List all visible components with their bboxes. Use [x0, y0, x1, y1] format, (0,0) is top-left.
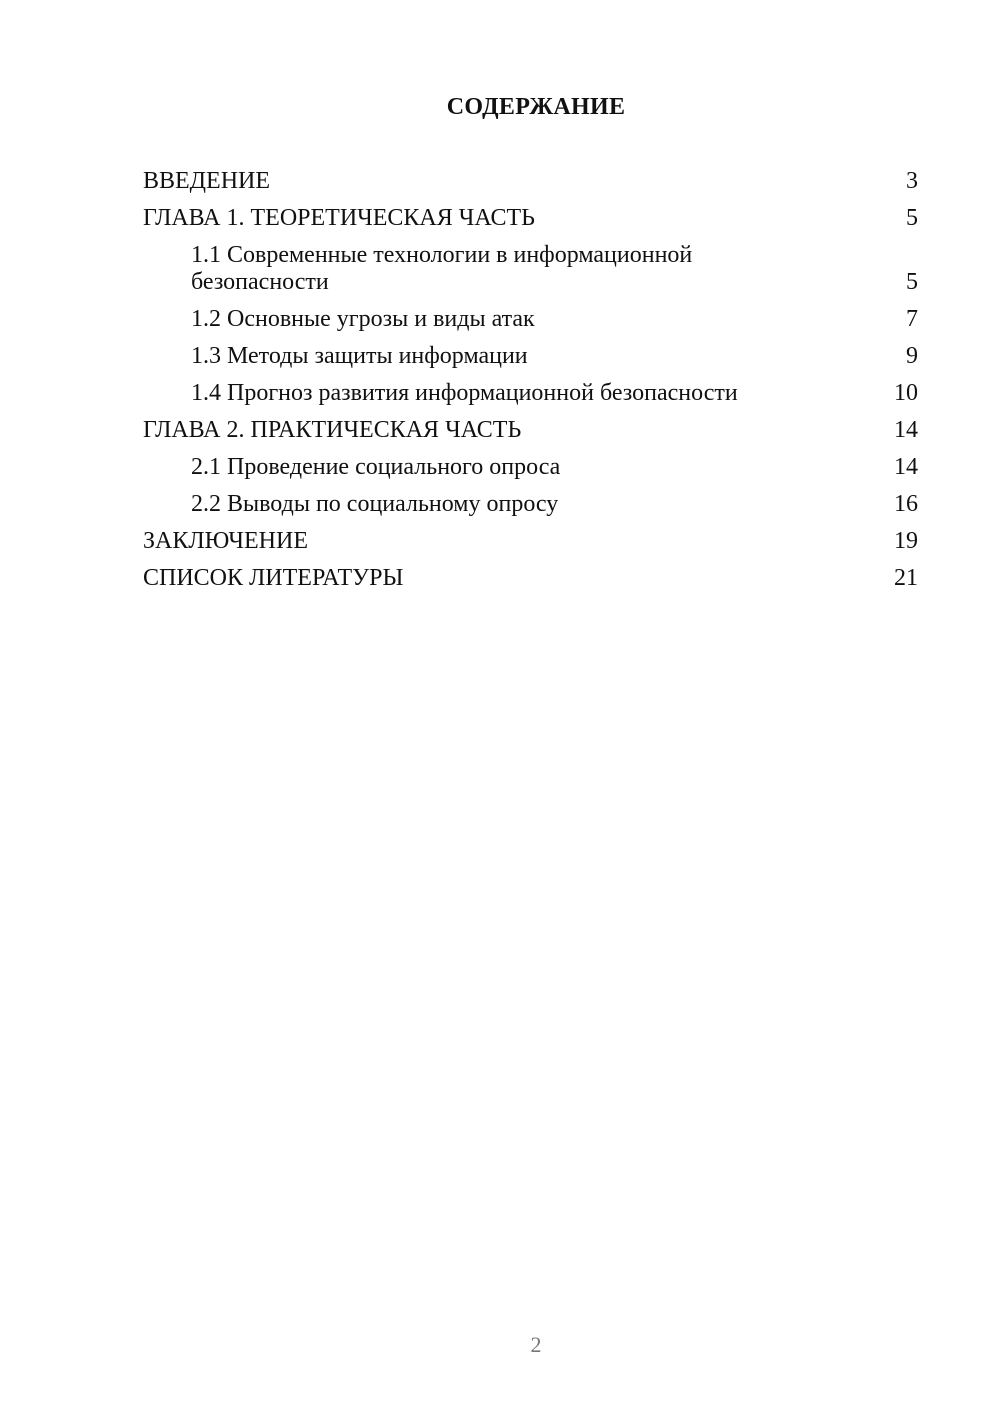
toc-entry-page: 3 — [906, 168, 918, 194]
toc-entry-page: 14 — [894, 417, 918, 443]
toc-entry-page: 9 — [906, 343, 918, 369]
toc-entry-label: СПИСОК ЛИТЕРАТУРЫ — [143, 565, 404, 591]
toc-entry-label: 1.3 Методы защиты информации — [191, 343, 528, 369]
toc-entry-page: 19 — [894, 528, 918, 554]
toc-entry-section-2-2[interactable] — [143, 491, 918, 518]
toc-entry-page: 7 — [906, 306, 918, 332]
toc-entry-page: 16 — [894, 491, 918, 517]
toc-entry-chapter-2[interactable] — [143, 417, 918, 444]
toc-entry-label: 2.1 Проведение социального опроса — [191, 454, 561, 480]
toc-entry-chapter-1[interactable] — [143, 205, 918, 232]
toc-entry-label: 2.2 Выводы по социальному опросу — [191, 491, 559, 517]
toc-entry-introduction[interactable] — [143, 168, 918, 195]
table-of-contents — [143, 168, 918, 602]
toc-entry-page: 5 — [906, 269, 918, 295]
toc-entry-section-1-2[interactable] — [143, 306, 918, 333]
toc-entry-label: ЗАКЛЮЧЕНИЕ — [143, 528, 308, 554]
toc-entry-label: 1.2 Основные угрозы и виды атак — [191, 306, 535, 332]
toc-entry-page: 5 — [906, 205, 918, 231]
toc-entry-section-1-4[interactable] — [143, 380, 918, 407]
toc-entry-section-1-1[interactable] — [143, 242, 918, 296]
toc-entry-label: 1.1 Современные технологии в информационной безопасности — [191, 242, 693, 295]
toc-entry-references[interactable] — [143, 565, 918, 592]
toc-entry-label: ГЛАВА 1. ТЕОРЕТИЧЕСКАЯ ЧАСТЬ — [143, 205, 535, 231]
toc-entry-label: 1.4 Прогноз развития информационной безопасности — [191, 380, 738, 406]
page-number: 2 — [530, 1332, 542, 1357]
toc-entry-section-1-3[interactable] — [143, 343, 918, 370]
toc-entry-label: ВВЕДЕНИЕ — [143, 168, 271, 194]
toc-entry-section-2-1[interactable] — [143, 454, 918, 481]
toc-title: СОДЕРЖАНИЕ — [446, 94, 626, 120]
toc-entry-conclusion[interactable] — [143, 528, 918, 555]
toc-entry-label: ГЛАВА 2. ПРАКТИЧЕСКАЯ ЧАСТЬ — [143, 417, 522, 443]
toc-entry-page: 10 — [894, 380, 918, 406]
toc-entry-page: 21 — [894, 565, 918, 591]
toc-entry-page: 14 — [894, 454, 918, 480]
